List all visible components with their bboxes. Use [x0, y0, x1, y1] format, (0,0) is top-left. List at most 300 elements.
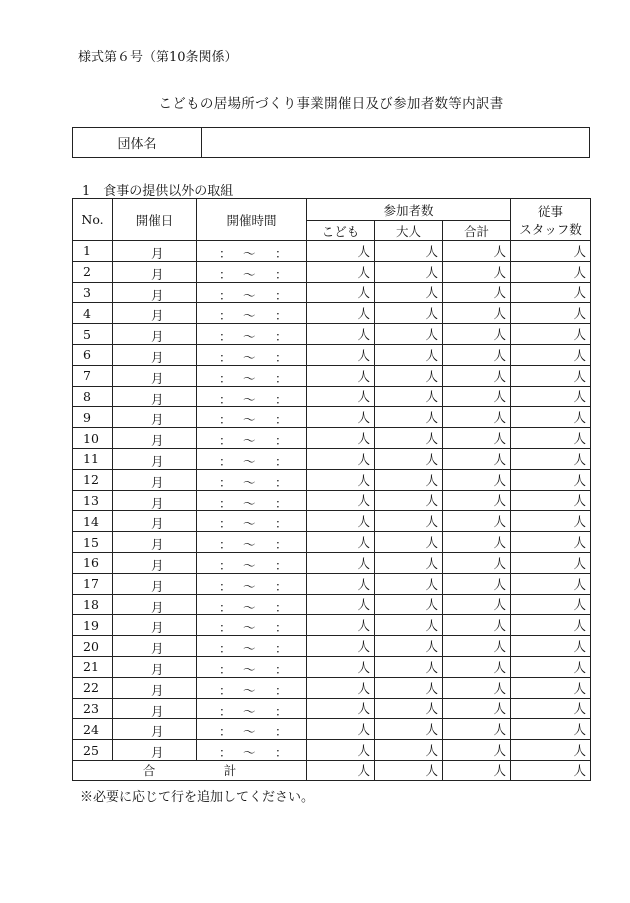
range-tilde: ～: [243, 516, 256, 532]
end-colon: ：: [275, 349, 288, 365]
adults-count[interactable]: 人: [375, 573, 443, 594]
end-colon: ：: [275, 661, 288, 677]
date-cell[interactable]: [113, 573, 197, 594]
month-label: 月: [151, 287, 164, 303]
time-cell[interactable]: [197, 324, 307, 345]
adults-count[interactable]: 人: [375, 656, 443, 677]
start-colon: ：: [219, 516, 232, 532]
end-colon: ：: [275, 266, 288, 282]
subtotal-count[interactable]: 人: [443, 282, 511, 303]
table-row: [73, 698, 591, 719]
month-label: 月: [151, 745, 164, 761]
end-colon: ：: [275, 599, 288, 615]
start-colon: ：: [219, 495, 232, 511]
row-number: 7: [73, 365, 113, 386]
table-row: [73, 573, 591, 594]
date-cell[interactable]: [113, 386, 197, 407]
children-count[interactable]: 人: [307, 490, 375, 511]
staff-count[interactable]: 人: [511, 324, 591, 345]
month-label: 月: [151, 682, 164, 698]
month-label: 月: [151, 266, 164, 282]
month-label: 月: [151, 453, 164, 469]
time-cell[interactable]: [197, 719, 307, 740]
staff-count[interactable]: 人: [511, 303, 591, 324]
table-row: [73, 407, 591, 428]
start-colon: ：: [219, 453, 232, 469]
children-count[interactable]: 人: [307, 469, 375, 490]
end-colon: ：: [275, 703, 288, 719]
header-participants: 参加者数: [307, 199, 511, 221]
staff-count[interactable]: 人: [511, 386, 591, 407]
date-cell[interactable]: [113, 241, 197, 262]
subtotal-count[interactable]: 人: [443, 532, 511, 553]
date-cell[interactable]: [113, 407, 197, 428]
time-cell[interactable]: [197, 365, 307, 386]
staff-count[interactable]: 人: [511, 573, 591, 594]
subtotal-count[interactable]: 人: [443, 241, 511, 262]
table-row: [73, 365, 591, 386]
children-count[interactable]: 人: [307, 656, 375, 677]
date-cell[interactable]: [113, 469, 197, 490]
adults-count[interactable]: 人: [375, 407, 443, 428]
month-label: 月: [151, 391, 164, 407]
children-count[interactable]: 人: [307, 303, 375, 324]
subtotal-count[interactable]: 人: [443, 261, 511, 282]
end-colon: ：: [275, 246, 288, 261]
header-date: 開催日: [113, 199, 197, 241]
subtotal-count[interactable]: 人: [443, 303, 511, 324]
end-colon: ：: [275, 453, 288, 469]
range-tilde: ～: [243, 495, 256, 511]
staff-count[interactable]: 人: [511, 740, 591, 761]
table-row: [73, 324, 591, 345]
header-children: こども: [307, 221, 375, 241]
table-row: [73, 428, 591, 449]
month-label: 月: [151, 578, 164, 594]
date-cell[interactable]: [113, 594, 197, 615]
subtotal-count[interactable]: 人: [443, 719, 511, 740]
start-colon: ：: [219, 578, 232, 594]
children-count[interactable]: 人: [307, 719, 375, 740]
end-colon: ：: [275, 474, 288, 490]
participants-table: [72, 198, 591, 781]
children-count[interactable]: 人: [307, 448, 375, 469]
table-row: [73, 615, 591, 636]
row-number: 23: [73, 698, 113, 719]
start-colon: ：: [219, 308, 232, 324]
start-colon: ：: [219, 745, 232, 761]
staff-count[interactable]: 人: [511, 407, 591, 428]
month-label: 月: [151, 557, 164, 573]
staff-count[interactable]: 人: [511, 365, 591, 386]
organization-name-field[interactable]: [202, 128, 590, 158]
month-label: 月: [151, 495, 164, 511]
row-number: 1: [73, 241, 113, 262]
range-tilde: ～: [243, 557, 256, 573]
date-cell[interactable]: [113, 511, 197, 532]
adults-count[interactable]: 人: [375, 594, 443, 615]
children-count[interactable]: 人: [307, 677, 375, 698]
children-count[interactable]: 人: [307, 615, 375, 636]
end-colon: ：: [275, 578, 288, 594]
date-cell[interactable]: [113, 552, 197, 573]
table-row: [73, 656, 591, 677]
row-number: 16: [73, 552, 113, 573]
end-colon: ：: [275, 433, 288, 449]
adults-count[interactable]: 人: [375, 719, 443, 740]
month-label: 月: [151, 703, 164, 719]
table-row: [73, 552, 591, 573]
range-tilde: ～: [243, 682, 256, 698]
time-cell[interactable]: [197, 532, 307, 553]
table-row: [73, 303, 591, 324]
adults-count[interactable]: 人: [375, 636, 443, 657]
table-row: [73, 740, 591, 761]
time-cell[interactable]: [197, 469, 307, 490]
children-count[interactable]: 人: [307, 532, 375, 553]
row-number: 20: [73, 636, 113, 657]
end-colon: ：: [275, 682, 288, 698]
adults-count[interactable]: 人: [375, 511, 443, 532]
month-label: 月: [151, 641, 164, 657]
children-count[interactable]: 人: [307, 324, 375, 345]
table-row: [73, 448, 591, 469]
start-colon: ：: [219, 474, 232, 490]
staff-count[interactable]: 人: [511, 636, 591, 657]
range-tilde: ～: [243, 453, 256, 469]
row-number: 14: [73, 511, 113, 532]
time-cell[interactable]: [197, 698, 307, 719]
range-tilde: ～: [243, 370, 256, 386]
children-count[interactable]: 人: [307, 282, 375, 303]
staff-count[interactable]: 人: [511, 594, 591, 615]
header-staff-line1: 従事: [538, 203, 564, 219]
subtotal-count[interactable]: 人: [443, 636, 511, 657]
start-colon: ：: [219, 287, 232, 303]
subtotal-count[interactable]: 人: [443, 407, 511, 428]
subtotal-count[interactable]: 人: [443, 594, 511, 615]
adults-count[interactable]: 人: [375, 386, 443, 407]
children-count[interactable]: 人: [307, 241, 375, 262]
children-count[interactable]: 人: [307, 573, 375, 594]
range-tilde: ～: [243, 349, 256, 365]
date-cell[interactable]: [113, 365, 197, 386]
staff-count[interactable]: 人: [511, 677, 591, 698]
adults-count[interactable]: 人: [375, 241, 443, 262]
end-colon: ：: [275, 370, 288, 386]
time-cell[interactable]: [197, 386, 307, 407]
organization-table: [72, 127, 590, 158]
adults-count[interactable]: 人: [375, 469, 443, 490]
children-count[interactable]: 人: [307, 594, 375, 615]
adults-count[interactable]: 人: [375, 282, 443, 303]
time-cell[interactable]: [197, 740, 307, 761]
month-label: 月: [151, 433, 164, 449]
time-cell[interactable]: [197, 448, 307, 469]
time-cell[interactable]: [197, 615, 307, 636]
subtotal-count[interactable]: 人: [443, 386, 511, 407]
children-count[interactable]: 人: [307, 428, 375, 449]
header-subtotal: 合計: [443, 221, 511, 241]
subtotal-count[interactable]: 人: [443, 344, 511, 365]
row-number: 13: [73, 490, 113, 511]
adults-count[interactable]: 人: [375, 532, 443, 553]
staff-count[interactable]: 人: [511, 282, 591, 303]
start-colon: ：: [219, 412, 232, 428]
adults-count[interactable]: 人: [375, 552, 443, 573]
date-cell[interactable]: [113, 740, 197, 761]
month-label: 月: [151, 412, 164, 428]
row-number: 3: [73, 282, 113, 303]
date-cell[interactable]: [113, 428, 197, 449]
time-cell[interactable]: [197, 573, 307, 594]
subtotal-count[interactable]: 人: [443, 677, 511, 698]
range-tilde: ～: [243, 266, 256, 282]
range-tilde: ～: [243, 703, 256, 719]
end-colon: ：: [275, 412, 288, 428]
month-label: 月: [151, 329, 164, 345]
date-cell[interactable]: [113, 282, 197, 303]
range-tilde: ～: [243, 287, 256, 303]
start-colon: ：: [219, 266, 232, 282]
start-colon: ：: [219, 433, 232, 449]
range-tilde: ～: [243, 308, 256, 324]
subtotal-count[interactable]: 人: [443, 656, 511, 677]
table-body: [73, 241, 591, 761]
row-number: 19: [73, 615, 113, 636]
row-number: 9: [73, 407, 113, 428]
staff-count[interactable]: 人: [511, 241, 591, 262]
children-count[interactable]: 人: [307, 698, 375, 719]
start-colon: ：: [219, 724, 232, 740]
start-colon: ：: [219, 391, 232, 407]
adults-count[interactable]: 人: [375, 448, 443, 469]
row-number: 17: [73, 573, 113, 594]
staff-count[interactable]: 人: [511, 615, 591, 636]
month-label: 月: [151, 308, 164, 324]
time-cell[interactable]: [197, 282, 307, 303]
time-cell[interactable]: [197, 511, 307, 532]
start-colon: ：: [219, 537, 232, 553]
time-cell[interactable]: [197, 428, 307, 449]
children-count[interactable]: 人: [307, 407, 375, 428]
range-tilde: ～: [243, 578, 256, 594]
date-cell[interactable]: [113, 615, 197, 636]
time-cell[interactable]: [197, 241, 307, 262]
staff-count[interactable]: 人: [511, 469, 591, 490]
adults-count[interactable]: 人: [375, 677, 443, 698]
subtotal-count[interactable]: 人: [443, 573, 511, 594]
time-cell[interactable]: [197, 407, 307, 428]
subtotal-count[interactable]: 人: [443, 448, 511, 469]
end-colon: ：: [275, 641, 288, 657]
staff-count[interactable]: 人: [511, 719, 591, 740]
date-cell[interactable]: [113, 324, 197, 345]
row-number: 15: [73, 532, 113, 553]
end-colon: ：: [275, 745, 288, 761]
staff-count[interactable]: 人: [511, 261, 591, 282]
row-number: 11: [73, 448, 113, 469]
header-staff-line2: スタッフ数: [519, 221, 582, 237]
range-tilde: ～: [243, 724, 256, 740]
time-cell[interactable]: [197, 344, 307, 365]
staff-count[interactable]: 人: [511, 552, 591, 573]
staff-count[interactable]: 人: [511, 490, 591, 511]
month-label: 月: [151, 474, 164, 490]
time-cell[interactable]: [197, 303, 307, 324]
table-row: [73, 532, 591, 553]
time-cell[interactable]: [197, 656, 307, 677]
subtotal-count[interactable]: 人: [443, 552, 511, 573]
time-cell[interactable]: [197, 552, 307, 573]
staff-count[interactable]: 人: [511, 428, 591, 449]
range-tilde: ～: [243, 537, 256, 553]
start-colon: ：: [219, 557, 232, 573]
end-colon: ：: [275, 495, 288, 511]
date-cell[interactable]: [113, 448, 197, 469]
table-row: [73, 594, 591, 615]
children-count[interactable]: 人: [307, 365, 375, 386]
start-colon: ：: [219, 370, 232, 386]
form-number: 様式第６号（第10条関係）: [78, 50, 238, 65]
row-number: 5: [73, 324, 113, 345]
time-cell[interactable]: [197, 677, 307, 698]
row-number: 4: [73, 303, 113, 324]
row-number: 18: [73, 594, 113, 615]
table-row: [73, 511, 591, 532]
adults-count[interactable]: 人: [375, 490, 443, 511]
date-cell[interactable]: [113, 719, 197, 740]
table-row: [73, 241, 591, 262]
date-cell[interactable]: [113, 532, 197, 553]
subtotal-count[interactable]: 人: [443, 469, 511, 490]
subtotal-count[interactable]: 人: [443, 490, 511, 511]
children-count[interactable]: 人: [307, 344, 375, 365]
total-staff[interactable]: 人: [511, 760, 591, 780]
children-count[interactable]: 人: [307, 511, 375, 532]
footnote: ※必要に応じて行を追加してください。: [80, 790, 315, 805]
start-colon: ：: [219, 703, 232, 719]
table-row: [73, 344, 591, 365]
start-colon: ：: [219, 246, 232, 261]
table-row: [73, 261, 591, 282]
row-number: 8: [73, 386, 113, 407]
month-label: 月: [151, 661, 164, 677]
end-colon: ：: [275, 516, 288, 532]
row-number: 2: [73, 261, 113, 282]
children-count[interactable]: 人: [307, 740, 375, 761]
end-colon: ：: [275, 724, 288, 740]
table-row: [73, 490, 591, 511]
range-tilde: ～: [243, 433, 256, 449]
subtotal-count[interactable]: 人: [443, 365, 511, 386]
staff-count[interactable]: 人: [511, 448, 591, 469]
adults-count[interactable]: 人: [375, 344, 443, 365]
month-label: 月: [151, 599, 164, 615]
date-cell[interactable]: [113, 303, 197, 324]
total-subtotal[interactable]: 人: [443, 760, 511, 780]
adults-count[interactable]: 人: [375, 698, 443, 719]
time-cell[interactable]: [197, 490, 307, 511]
row-number: 25: [73, 740, 113, 761]
date-cell[interactable]: [113, 656, 197, 677]
subtotal-count[interactable]: 人: [443, 324, 511, 345]
header-staff: [511, 199, 591, 241]
start-colon: ：: [219, 349, 232, 365]
subtotal-count[interactable]: 人: [443, 740, 511, 761]
staff-count[interactable]: 人: [511, 698, 591, 719]
header-time: 開催時間: [197, 199, 307, 241]
table-row: [73, 386, 591, 407]
children-count[interactable]: 人: [307, 386, 375, 407]
month-label: 月: [151, 724, 164, 740]
range-tilde: ～: [243, 474, 256, 490]
total-adults[interactable]: 人: [375, 760, 443, 780]
month-label: 月: [151, 349, 164, 365]
time-cell[interactable]: [197, 594, 307, 615]
adults-count[interactable]: 人: [375, 740, 443, 761]
date-cell[interactable]: [113, 344, 197, 365]
table-row: [73, 636, 591, 657]
staff-count[interactable]: 人: [511, 344, 591, 365]
adults-count[interactable]: 人: [375, 615, 443, 636]
subtotal-count[interactable]: 人: [443, 511, 511, 532]
children-count[interactable]: 人: [307, 552, 375, 573]
month-label: 月: [151, 516, 164, 532]
adults-count[interactable]: 人: [375, 261, 443, 282]
table-row: [73, 719, 591, 740]
time-cell[interactable]: [197, 261, 307, 282]
start-colon: ：: [219, 620, 232, 636]
subtotal-count[interactable]: 人: [443, 698, 511, 719]
start-colon: ：: [219, 329, 232, 345]
time-cell[interactable]: [197, 636, 307, 657]
start-colon: ：: [219, 599, 232, 615]
start-colon: ：: [219, 682, 232, 698]
total-children[interactable]: 人: [307, 760, 375, 780]
adults-count[interactable]: 人: [375, 324, 443, 345]
row-number: 22: [73, 677, 113, 698]
range-tilde: ～: [243, 599, 256, 615]
row-number: 12: [73, 469, 113, 490]
end-colon: ：: [275, 329, 288, 345]
subtotal-count[interactable]: 人: [443, 428, 511, 449]
end-colon: ：: [275, 391, 288, 407]
staff-count[interactable]: 人: [511, 532, 591, 553]
children-count[interactable]: 人: [307, 636, 375, 657]
date-cell[interactable]: [113, 636, 197, 657]
adults-count[interactable]: 人: [375, 428, 443, 449]
date-cell[interactable]: [113, 677, 197, 698]
document-title: こどもの居場所づくり事業開催日及び参加者数等内訳書: [158, 96, 504, 112]
date-cell[interactable]: [113, 698, 197, 719]
staff-count[interactable]: 人: [511, 511, 591, 532]
header-no: No.: [73, 199, 113, 241]
total-label: 合 計: [73, 760, 307, 780]
range-tilde: ～: [243, 246, 256, 261]
subtotal-count[interactable]: 人: [443, 615, 511, 636]
row-number: 21: [73, 656, 113, 677]
month-label: 月: [151, 620, 164, 636]
staff-count[interactable]: 人: [511, 656, 591, 677]
end-colon: ：: [275, 287, 288, 303]
date-cell[interactable]: [113, 490, 197, 511]
adults-count[interactable]: 人: [375, 365, 443, 386]
date-cell[interactable]: [113, 261, 197, 282]
adults-count[interactable]: 人: [375, 303, 443, 324]
row-number: 6: [73, 344, 113, 365]
children-count[interactable]: 人: [307, 261, 375, 282]
